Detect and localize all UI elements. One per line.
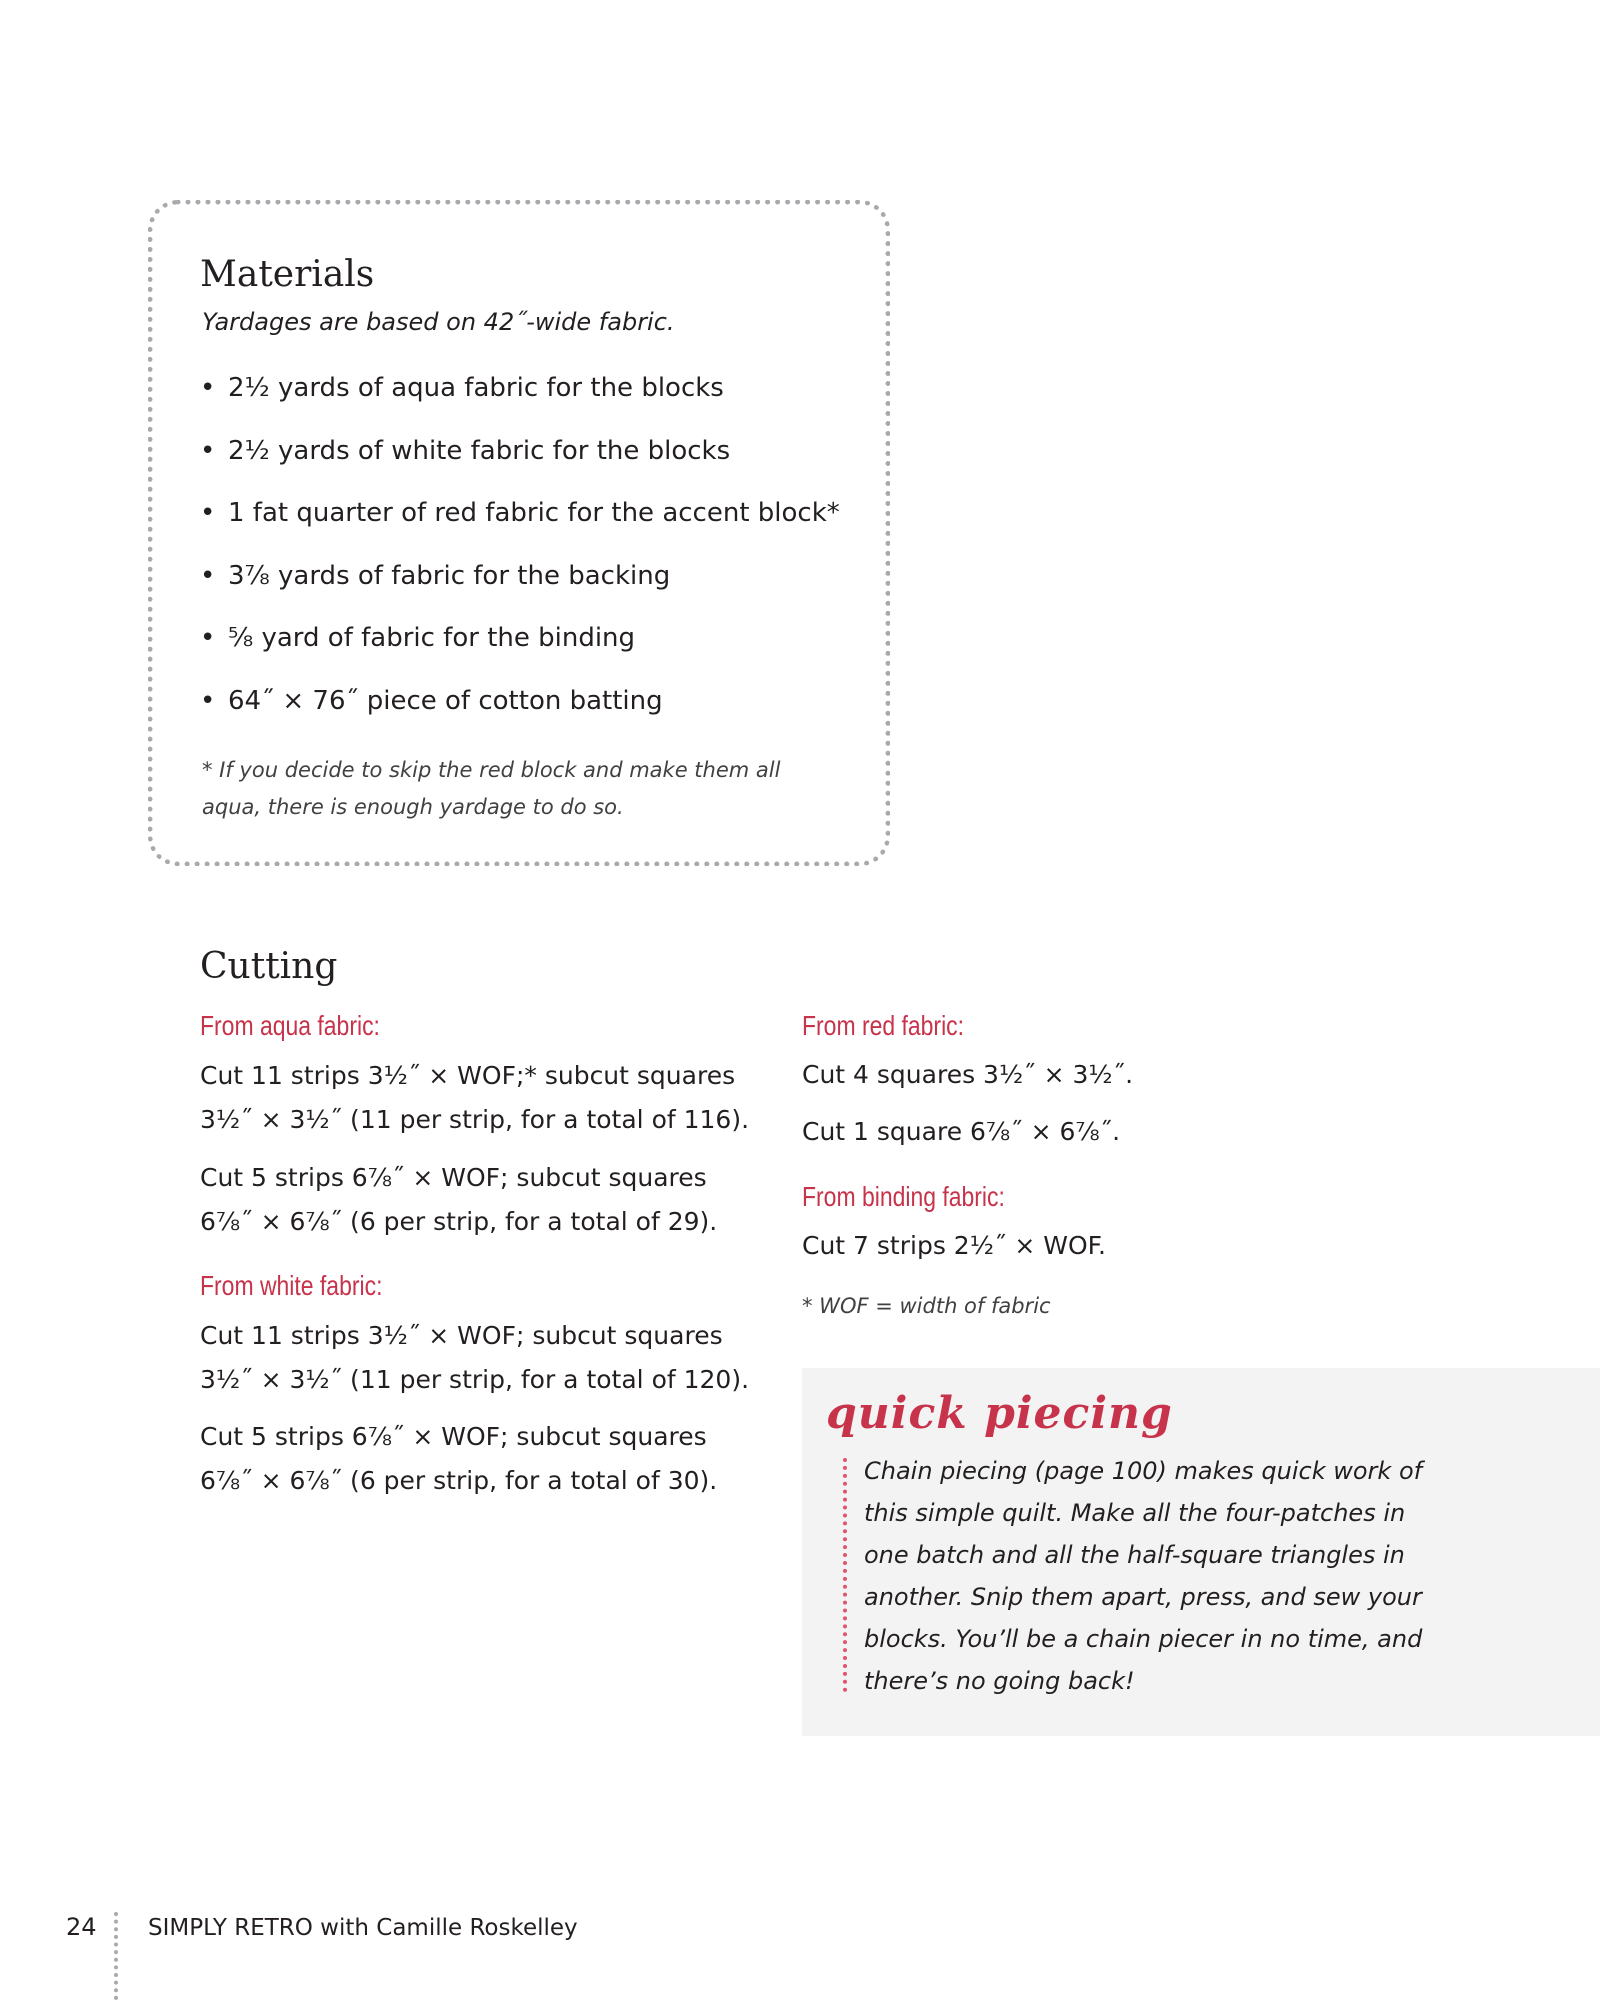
materials-note: Yardages are based on 42˝-wide fabric. [202, 308, 675, 336]
list-item [200, 558, 840, 621]
text-line: Cut 5 strips 6⅞˝ × WOF; subcut squares [200, 1422, 707, 1451]
text-line: 6⅞˝ × 6⅞˝ (6 per strip, for a total of 30). [200, 1466, 718, 1495]
bullet-icon: • [200, 623, 216, 653]
tip-title: quick piecing [826, 1388, 1173, 1439]
text-line: 6⅞˝ × 6⅞˝ (6 per strip, for a total of 29). [200, 1207, 718, 1236]
list-item [200, 370, 840, 433]
materials-list [200, 370, 840, 745]
aqua-heading: From aqua fabric: [200, 1010, 380, 1041]
material-item-text: 1 fat quarter of red fabric for the accent block* [228, 498, 840, 528]
page-number: 24 [66, 1913, 97, 1941]
text-line: 3½˝ × 3½˝ (11 per strip, for a total of 120). [200, 1365, 750, 1394]
text-line: 3½˝ × 3½˝ (11 per strip, for a total of 116). [200, 1105, 750, 1134]
red-heading: From red fabric: [802, 1010, 965, 1041]
footer-book-title: SIMPLY RETRO with Camille Roskelley [148, 1915, 578, 1941]
materials-title: Materials [200, 254, 375, 295]
materials-footnote: * If you decide to skip the red block and make them all aqua, there is enough yardage to do so. [202, 758, 781, 819]
text-line: Cut 11 strips 3½˝ × WOF;* subcut squares [200, 1061, 736, 1090]
material-item-text: 2½ yards of white fabric for the blocks [228, 435, 731, 466]
red-cut-2: Cut 1 square 6⅞˝ × 6⅞˝. [802, 1117, 1121, 1146]
aqua-cut-2 [200, 1156, 717, 1244]
list-item [200, 620, 840, 683]
material-item-text: 3⅞ yards of fabric for the backing [228, 560, 671, 591]
material-item-text: 64˝ × 76˝ piece of cotton batting [228, 685, 663, 716]
list-item [200, 683, 840, 746]
list-item [200, 433, 840, 496]
material-item-text: ⅝ yard of fabric for the binding [228, 623, 636, 653]
white-cut-1 [200, 1314, 749, 1402]
binding-heading: From binding fabric: [802, 1181, 1005, 1212]
material-item-text: 2½ yards of aqua fabric for the blocks [228, 373, 724, 403]
binding-cut-1: Cut 7 strips 2½˝ × WOF. [802, 1231, 1106, 1260]
bullet-icon: • [200, 498, 216, 528]
list-item [200, 495, 840, 558]
white-cut-2 [200, 1415, 717, 1503]
bullet-icon: • [200, 685, 216, 716]
tip-body: Chain piecing (page 100) makes quick work of this simple quilt. Make all the four-patches in one batch and all the half-square triangles in another. Snip them apart, press, and sew your blocks. You’ll be a chain piecer in no time, and there’s no going back! [864, 1457, 1423, 1695]
bullet-icon: • [200, 373, 216, 403]
red-cut-1: Cut 4 squares 3½˝ × 3½˝. [802, 1060, 1134, 1089]
aqua-cut-1 [200, 1054, 749, 1142]
bullet-icon: • [200, 435, 216, 466]
text-line: Cut 5 strips 6⅞˝ × WOF; subcut squares [200, 1163, 707, 1192]
white-heading: From white fabric: [200, 1270, 383, 1301]
tip-dotted-rule [843, 1458, 847, 1692]
wof-footnote: * WOF = width of fabric [802, 1294, 1051, 1318]
cutting-title: Cutting [200, 946, 338, 987]
text-line: Cut 11 strips 3½˝ × WOF; subcut squares [200, 1321, 723, 1350]
footer-dotted-rule [114, 1912, 118, 2000]
bullet-icon: • [200, 560, 216, 591]
